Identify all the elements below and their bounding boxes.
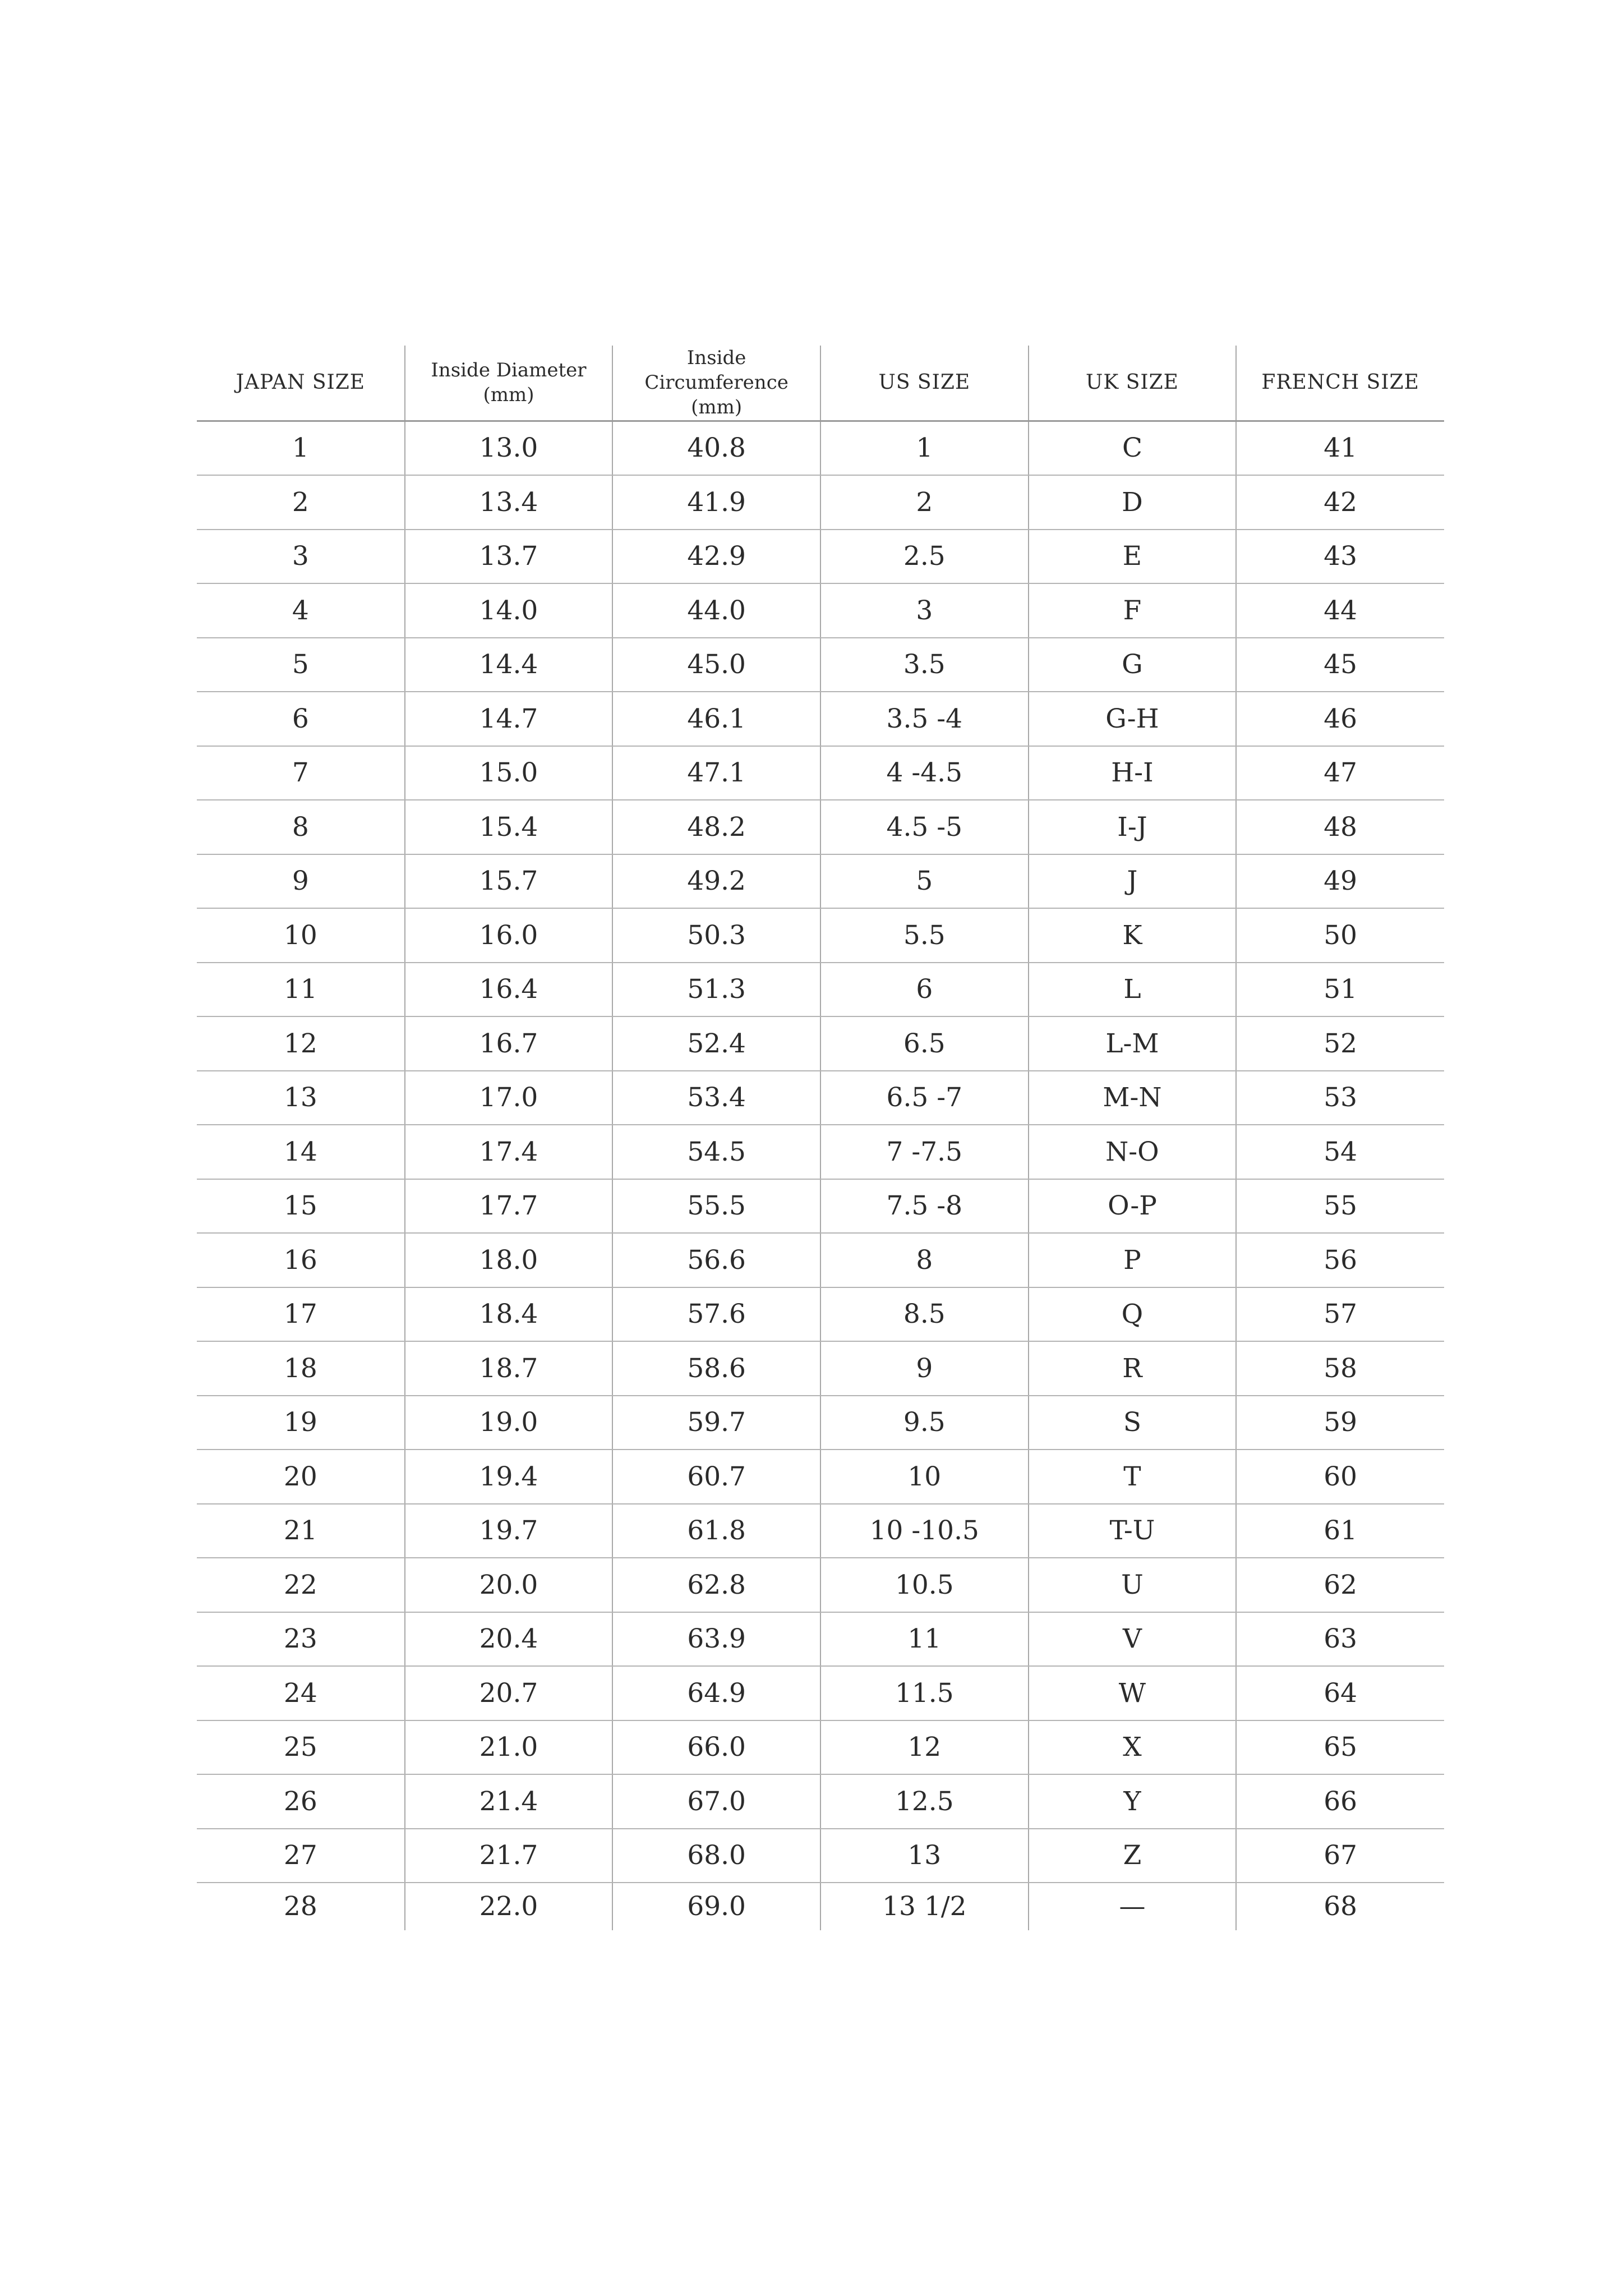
cell-inside-circumference: 57.6	[612, 1287, 820, 1342]
cell-french-size: 43	[1236, 530, 1444, 584]
cell-us-size: 7.5 -8	[820, 1179, 1029, 1234]
cell-inside-diameter: 17.4	[405, 1125, 613, 1179]
cell-us-size: 10	[820, 1450, 1029, 1504]
cell-uk-size: J	[1029, 854, 1237, 909]
cell-japan-size: 13	[197, 1071, 405, 1125]
cell-uk-size: O-P	[1029, 1179, 1237, 1234]
cell-us-size: 6.5	[820, 1016, 1029, 1071]
cell-uk-size: Q	[1029, 1287, 1237, 1342]
cell-us-size: 3.5 -4	[820, 692, 1029, 746]
table-row	[197, 908, 1444, 963]
table-row	[197, 421, 1444, 475]
cell-french-size: 48	[1236, 800, 1444, 854]
cell-inside-circumference: 49.2	[612, 854, 820, 909]
cell-uk-size: W	[1029, 1666, 1237, 1720]
header-japan-size-label: JAPAN SIZE	[236, 370, 366, 394]
cell-inside-diameter: 21.4	[405, 1774, 613, 1829]
cell-inside-circumference: 44.0	[612, 583, 820, 638]
cell-us-size: 5	[820, 854, 1029, 909]
cell-french-size: 49	[1236, 854, 1444, 909]
cell-us-size: 6.5 -7	[820, 1071, 1029, 1125]
cell-japan-size: 19	[197, 1396, 405, 1450]
cell-french-size: 68	[1236, 1883, 1444, 1930]
cell-uk-size: Y	[1029, 1774, 1237, 1829]
cell-inside-circumference: 69.0	[612, 1883, 820, 1930]
header-uk-size	[1029, 346, 1237, 421]
cell-japan-size: 27	[197, 1829, 405, 1883]
cell-us-size: 10 -10.5	[820, 1504, 1029, 1558]
cell-inside-diameter: 20.4	[405, 1612, 613, 1667]
cell-french-size: 51	[1236, 963, 1444, 1017]
cell-uk-size: P	[1029, 1233, 1237, 1287]
cell-inside-circumference: 64.9	[612, 1666, 820, 1720]
cell-us-size: 8.5	[820, 1287, 1029, 1342]
cell-japan-size: 3	[197, 530, 405, 584]
cell-inside-circumference: 68.0	[612, 1829, 820, 1883]
cell-french-size: 53	[1236, 1071, 1444, 1125]
cell-japan-size: 21	[197, 1504, 405, 1558]
cell-japan-size: 1	[197, 421, 405, 475]
table-row	[197, 1233, 1444, 1287]
cell-japan-size: 26	[197, 1774, 405, 1829]
cell-inside-circumference: 67.0	[612, 1774, 820, 1829]
cell-uk-size: U	[1029, 1558, 1237, 1612]
cell-japan-size: 7	[197, 746, 405, 800]
cell-inside-diameter: 18.0	[405, 1233, 613, 1287]
header-row	[197, 346, 1444, 421]
cell-japan-size: 4	[197, 583, 405, 638]
cell-inside-circumference: 55.5	[612, 1179, 820, 1234]
cell-inside-circumference: 56.6	[612, 1233, 820, 1287]
cell-inside-circumference: 61.8	[612, 1504, 820, 1558]
cell-us-size: 13	[820, 1829, 1029, 1883]
header-japan-size	[197, 346, 405, 421]
cell-us-size: 13 1/2	[820, 1883, 1029, 1930]
table-row	[197, 1774, 1444, 1829]
cell-uk-size: K	[1029, 908, 1237, 963]
table-row	[197, 854, 1444, 909]
cell-japan-size: 16	[197, 1233, 405, 1287]
cell-inside-diameter: 17.7	[405, 1179, 613, 1234]
cell-inside-circumference: 54.5	[612, 1125, 820, 1179]
cell-inside-diameter: 16.4	[405, 963, 613, 1017]
cell-inside-circumference: 47.1	[612, 746, 820, 800]
cell-us-size: 3	[820, 583, 1029, 638]
cell-inside-circumference: 63.9	[612, 1612, 820, 1667]
cell-inside-circumference: 41.9	[612, 475, 820, 530]
cell-us-size: 6	[820, 963, 1029, 1017]
cell-inside-diameter: 22.0	[405, 1883, 613, 1930]
cell-us-size: 3.5	[820, 638, 1029, 692]
cell-uk-size: V	[1029, 1612, 1237, 1667]
header-us-size-label: US SIZE	[878, 370, 971, 394]
cell-inside-circumference: 66.0	[612, 1720, 820, 1775]
cell-us-size: 12	[820, 1720, 1029, 1775]
table-row	[197, 1125, 1444, 1179]
cell-inside-circumference: 50.3	[612, 908, 820, 963]
cell-french-size: 57	[1236, 1287, 1444, 1342]
cell-inside-diameter: 18.7	[405, 1341, 613, 1396]
cell-japan-size: 6	[197, 692, 405, 746]
cell-us-size: 2.5	[820, 530, 1029, 584]
cell-inside-diameter: 16.0	[405, 908, 613, 963]
cell-japan-size: 24	[197, 1666, 405, 1720]
cell-inside-diameter: 19.0	[405, 1396, 613, 1450]
cell-french-size: 56	[1236, 1233, 1444, 1287]
cell-uk-size: —	[1029, 1883, 1237, 1930]
cell-japan-size: 5	[197, 638, 405, 692]
cell-inside-diameter: 20.0	[405, 1558, 613, 1612]
table-row	[197, 1179, 1444, 1234]
cell-japan-size: 28	[283, 1891, 317, 1922]
cell-inside-diameter: 20.7	[405, 1666, 613, 1720]
cell-inside-diameter: 14.0	[405, 583, 613, 638]
table-body	[197, 421, 1444, 1930]
header-french-size	[1236, 346, 1444, 421]
cell-japan-size: 14	[197, 1125, 405, 1179]
cell-inside-diameter: 21.7	[405, 1829, 613, 1883]
cell-inside-diameter: 13.7	[405, 530, 613, 584]
cell-us-size: 9	[820, 1341, 1029, 1396]
cell-uk-size: X	[1029, 1720, 1237, 1775]
cell-french-size: 61	[1236, 1504, 1444, 1558]
cell-us-size: 11.5	[820, 1666, 1029, 1720]
cell-us-size: 4.5 -5	[820, 800, 1029, 854]
cell-uk-size: N-O	[1029, 1125, 1237, 1179]
cell-inside-circumference: 62.8	[612, 1558, 820, 1612]
cell-french-size: 42	[1236, 475, 1444, 530]
cell-inside-diameter: 14.4	[405, 638, 613, 692]
header-french-size-label: FRENCH SIZE	[1261, 370, 1419, 394]
cell-uk-size: H-I	[1029, 746, 1237, 800]
cell-us-size: 10.5	[820, 1558, 1029, 1612]
table-row	[197, 1720, 1444, 1775]
cell-us-size: 8	[820, 1233, 1029, 1287]
cell-inside-circumference: 45.0	[612, 638, 820, 692]
cell-us-size: 9.5	[820, 1396, 1029, 1450]
header-inside-circumference-label: Inside Circumference	[644, 347, 789, 394]
cell-us-size: 12.5	[820, 1774, 1029, 1829]
table-row	[197, 692, 1444, 746]
table-header	[197, 346, 1444, 421]
cell-us-size: 5.5	[820, 908, 1029, 963]
cell-uk-size: L	[1029, 963, 1237, 1017]
cell-uk-size: G	[1029, 638, 1237, 692]
header-inside-diameter-label: Inside Diameter	[431, 359, 587, 382]
cell-inside-circumference: 52.4	[612, 1016, 820, 1071]
cell-inside-diameter: 15.7	[405, 854, 613, 909]
cell-inside-diameter: 14.7	[405, 692, 613, 746]
cell-french-size: 50	[1236, 908, 1444, 963]
cell-japan-size: 17	[197, 1287, 405, 1342]
cell-inside-circumference: 53.4	[612, 1071, 820, 1125]
table-row	[197, 1396, 1444, 1450]
table-row	[197, 1612, 1444, 1667]
table-row	[197, 1829, 1444, 1883]
cell-japan-size: 12	[197, 1016, 405, 1071]
cell-inside-circumference: 42.9	[612, 530, 820, 584]
cell-uk-size: G-H	[1029, 692, 1237, 746]
cell-french-size: 62	[1236, 1558, 1444, 1612]
cell-french-size: 67	[1236, 1829, 1444, 1883]
cell-french-size: 59	[1236, 1396, 1444, 1450]
cell-us-size: 11	[820, 1612, 1029, 1667]
table-row	[197, 800, 1444, 854]
cell-french-size: 44	[1236, 583, 1444, 638]
cell-uk-size: R	[1029, 1341, 1237, 1396]
header-inside-circumference-unit: (mm)	[691, 396, 743, 419]
cell-inside-circumference: 51.3	[612, 963, 820, 1017]
cell-french-size: 52	[1236, 1016, 1444, 1071]
cell-uk-size: I-J	[1029, 800, 1237, 854]
cell-inside-circumference: 58.6	[612, 1341, 820, 1396]
cell-japan-size: 9	[197, 854, 405, 909]
table-row	[197, 1450, 1444, 1504]
cell-uk-size: F	[1029, 583, 1237, 638]
header-inside-diameter-unit: (mm)	[483, 384, 534, 407]
cell-inside-diameter: 21.0	[405, 1720, 613, 1775]
cell-inside-circumference: 60.7	[612, 1450, 820, 1504]
cell-french-size: 55	[1236, 1179, 1444, 1234]
table-row	[197, 638, 1444, 692]
cell-uk-size: L-M	[1029, 1016, 1237, 1071]
cell-japan-size: 15	[197, 1179, 405, 1234]
header-inside-diameter	[405, 346, 613, 421]
table-row	[197, 1341, 1444, 1396]
cell-french-size: 63	[1236, 1612, 1444, 1667]
cell-french-size: 41	[1236, 421, 1444, 475]
cell-french-size: 66	[1236, 1774, 1444, 1829]
cell-uk-size: E	[1029, 530, 1237, 584]
cell-japan-size: 23	[197, 1612, 405, 1667]
table-row	[197, 1504, 1444, 1558]
cell-inside-diameter: 13.4	[405, 475, 613, 530]
cell-japan-size: 25	[197, 1720, 405, 1775]
cell-uk-size: S	[1029, 1396, 1237, 1450]
cell-japan-size: 10	[197, 908, 405, 963]
cell-japan-size: 18	[197, 1341, 405, 1396]
cell-french-size: 60	[1236, 1450, 1444, 1504]
cell-french-size: 46	[1236, 692, 1444, 746]
cell-inside-diameter: 13.0	[405, 421, 613, 475]
table-row	[197, 1016, 1444, 1071]
table-row	[197, 583, 1444, 638]
cell-french-size: 47	[1236, 746, 1444, 800]
cell-japan-size: 20	[197, 1450, 405, 1504]
cell-inside-diameter: 19.4	[405, 1450, 613, 1504]
cell-us-size: 7 -7.5	[820, 1125, 1029, 1179]
table-row	[197, 746, 1444, 800]
cell-inside-diameter: 15.4	[405, 800, 613, 854]
cell-inside-diameter: 17.0	[405, 1071, 613, 1125]
cell-uk-size: M-N	[1029, 1071, 1237, 1125]
header-uk-size-label: UK SIZE	[1086, 370, 1179, 394]
cell-inside-circumference: 46.1	[612, 692, 820, 746]
table-row	[197, 1883, 1444, 1930]
cell-french-size: 45	[1236, 638, 1444, 692]
table-row	[197, 1287, 1444, 1342]
cell-uk-size: T	[1029, 1450, 1237, 1504]
cell-japan-size: 11	[197, 963, 405, 1017]
cell-japan-size: 8	[197, 800, 405, 854]
cell-us-size: 2	[820, 475, 1029, 530]
cell-inside-diameter: 15.0	[405, 746, 613, 800]
cell-french-size: 54	[1236, 1125, 1444, 1179]
cell-inside-circumference: 48.2	[612, 800, 820, 854]
header-us-size	[820, 346, 1029, 421]
cell-inside-diameter: 16.7	[405, 1016, 613, 1071]
ring-size-table	[197, 346, 1444, 1930]
table-row	[197, 1558, 1444, 1612]
cell-inside-circumference: 59.7	[612, 1396, 820, 1450]
table-row	[197, 1071, 1444, 1125]
cell-inside-circumference: 40.8	[612, 421, 820, 475]
cell-french-size: 65	[1236, 1720, 1444, 1775]
header-inside-circumference	[612, 346, 820, 421]
table-row	[197, 1666, 1444, 1720]
cell-uk-size: T-U	[1029, 1504, 1237, 1558]
cell-japan-size: 2	[197, 475, 405, 530]
cell-inside-diameter: 18.4	[405, 1287, 613, 1342]
cell-uk-size: Z	[1029, 1829, 1237, 1883]
cell-uk-size: D	[1029, 475, 1237, 530]
table-row	[197, 530, 1444, 584]
table-row	[197, 475, 1444, 530]
cell-us-size: 1	[820, 421, 1029, 475]
cell-uk-size: C	[1029, 421, 1237, 475]
cell-us-size: 4 -4.5	[820, 746, 1029, 800]
cell-french-size: 64	[1236, 1666, 1444, 1720]
cell-japan-size: 22	[197, 1558, 405, 1612]
cell-inside-diameter: 19.7	[405, 1504, 613, 1558]
table-row	[197, 963, 1444, 1017]
cell-french-size: 58	[1236, 1341, 1444, 1396]
